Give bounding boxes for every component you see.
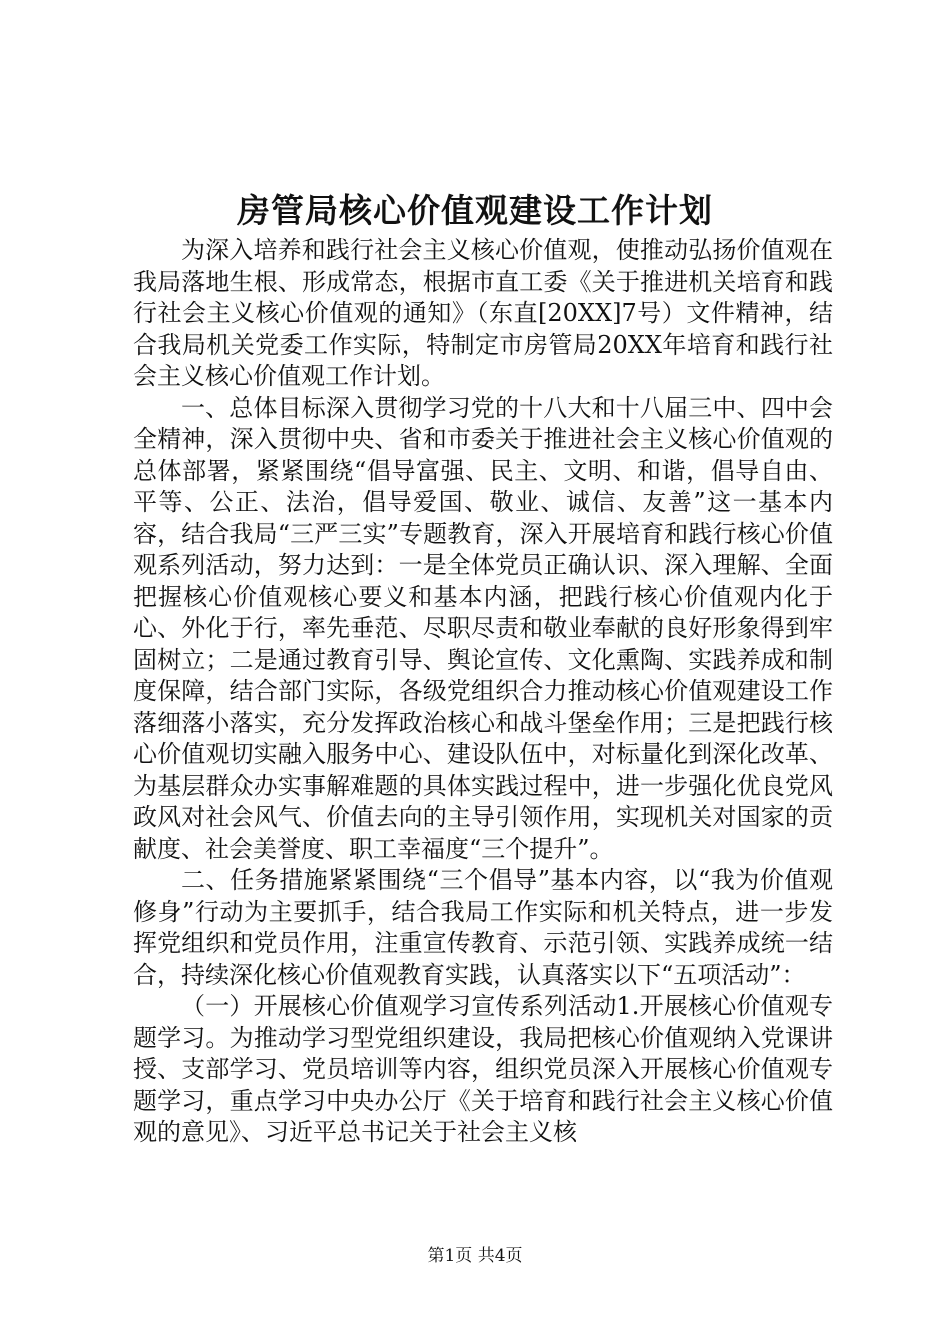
document-title: 房管局核心价值观建设工作计划: [237, 191, 713, 230]
paragraph-study-activities: （一）开展核心价值观学习宣传系列活动1.开展核心价值观专题学习。为推动学习型党组织建设，我局把核心价值观纳入党课讲授、支部学习、党员培训等内容，组织党员深入开展核心价值观专题学习，重点学习中央办公厅《关于培育和践行社会主义核心价值观的意见》、习近平总书记关于社会主义核: [133, 992, 833, 1146]
paragraph-task-measures: 二、任务措施紧紧围绕“三个倡导”基本内容，以“我为价值观修身”行动为主要抓手，结合我局工作实际和机关特点，进一步发挥党组织和党员作用，注重宣传教育、示范引领、实践养成统一结合，持续深化核心价值观教育实践，认真落实以下“五项活动”：: [133, 866, 833, 989]
paragraph-intro: 为深入培养和践行社会主义核心价值观，使推动弘扬价值观在我局落地生根、形成常态，根据市直工委《关于推进机关培育和践行社会主义核心价值观的通知》（东直[20XX]7号）文件精神，结合我局机关党委工作实际，特制定市房管局20XX年培育和践行社会主义核心价值观工作计划。: [133, 236, 833, 390]
paragraph-overall-goals: 一、总体目标深入贯彻学习党的十八大和十八届三中、四中会全精神，深入贯彻中央、省和市委关于推进社会主义核心价值观的总体部署，紧紧围绕“倡导富强、民主、文明、和谐，倡导自由、平等、公正、法治，倡导爱国、敬业、诚信、友善”这一基本内容，结合我局“三严三实”专题教育，深入开展培育和践行核心价值观系列活动，努力达到：一是全体党员正确认识、深入理解、全面把握核心价值观核心要义和基本内涵，把践行核心价值观内化于心、外化于行，率先垂范、尽职尽责和敬业奉献的良好形象得到牢固树立；二是通过教育引导、舆论宣传、文化熏陶、实践养成和制度保障，结合部门实际，各级党组织合力推动核心价值观建设工作落细落小落实，充分发挥政治核心和战斗堡垒作用；三是把践行核心价值观切实融入服务中心、建设队伍中，对标量化到深化改革、为基层群众办实事解难题的具体实践过程中，进一步强化优良党风政风对社会风气、价值去向的主导引领作用，实现机关对国家的贡献度、社会美誉度、职工幸福度“三个提升”。: [133, 393, 833, 863]
page-number-footer: 第1页 共4页: [427, 1246, 523, 1266]
document-body: [133, 235, 833, 1149]
